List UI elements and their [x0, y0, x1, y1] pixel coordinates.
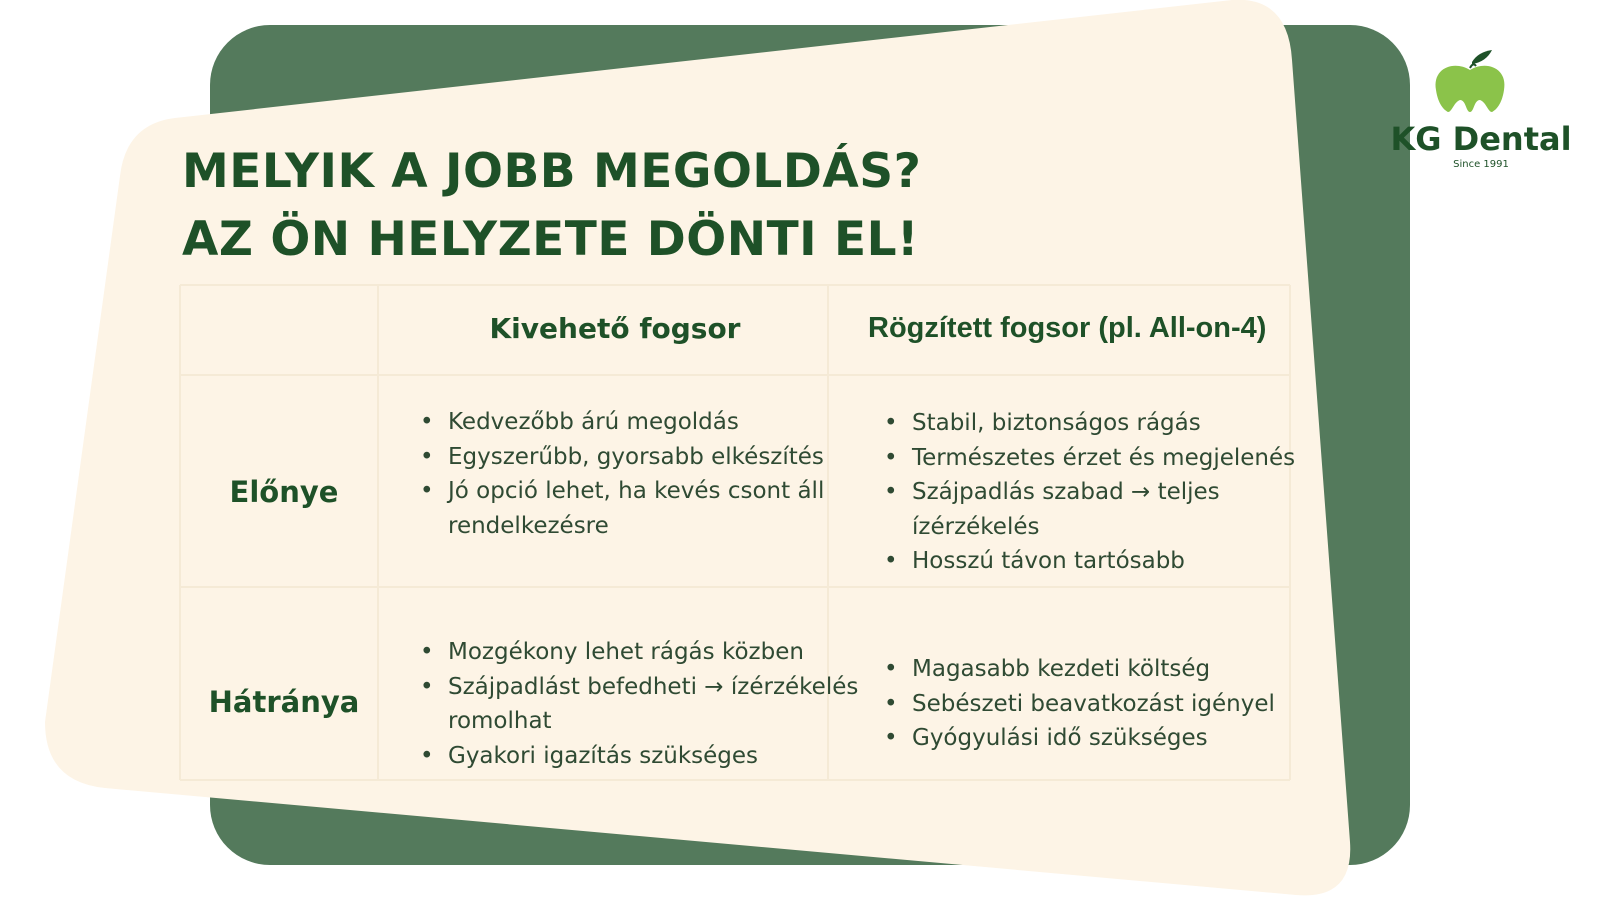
logo-name: KG Dental: [1390, 120, 1572, 158]
list-item: • Mozgékony lehet rágás közben: [448, 635, 874, 670]
cell-removable-disadvantages: [412, 635, 874, 773]
list-item: • Stabil, biztonságos rágás: [912, 406, 1352, 441]
list-item: • Egyszerűbb, gyorsabb elkészítés: [448, 440, 874, 475]
list-item: • Szájpadlás szabad → teljes ízérzékelés: [912, 475, 1352, 544]
row-label-disadvantages: Hátránya: [208, 685, 360, 719]
list-item: • Magasabb kezdeti költség: [912, 652, 1352, 687]
page-title-line-2: AZ ÖN HELYZETE DÖNTI EL!: [182, 212, 919, 267]
row-label-advantages: Előnye: [229, 475, 339, 509]
list-item: • Jó opció lehet, ha kevés csont áll rendelkezésre: [448, 474, 874, 543]
logo-since: Since 1991: [1453, 159, 1509, 170]
page-title-line-1: MELYIK A JOBB MEGOLDÁS?: [182, 144, 922, 199]
list-item: • Gyakori igazítás szükséges: [448, 739, 874, 774]
list-item: • Szájpadlást befedheti → ízérzékelés romolhat: [448, 670, 874, 739]
column-header-removable: Kivehető fogsor: [489, 312, 741, 345]
cell-fixed-disadvantages: [876, 652, 1352, 756]
list-item: • Gyógyulási idő szükséges: [912, 721, 1352, 756]
cell-fixed-advantages: [876, 406, 1352, 579]
cell-removable-advantages: [412, 405, 874, 543]
list-item: • Természetes érzet és megjelenés: [912, 441, 1352, 476]
column-header-fixed: Rögzített fogsor (pl. All-on-4): [868, 312, 1267, 344]
list-item: • Sebészeti beavatkozást igényel: [912, 687, 1352, 722]
list-item: • Hosszú távon tartósabb: [912, 544, 1352, 579]
list-item: • Kedvezőbb árú megoldás: [448, 405, 874, 440]
